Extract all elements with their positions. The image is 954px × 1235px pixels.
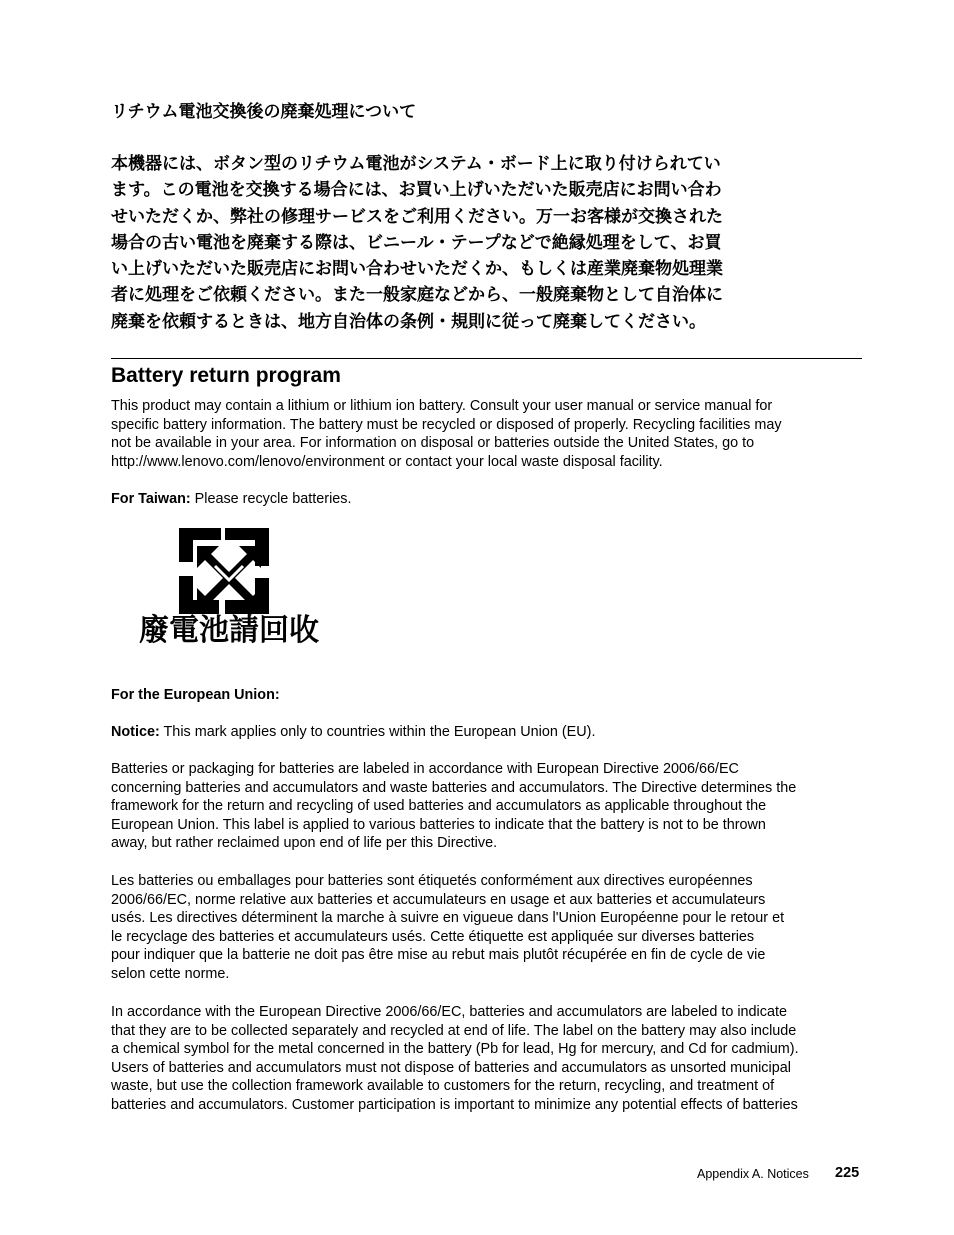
paragraph-line: In accordance with the European Directive 2006/66/EC, batteries and accumulators are labeled to indicate xyxy=(111,1004,787,1020)
paragraph-line: Users of batteries and accumulators must not dispose of batteries and accumulators as unsorted municipal xyxy=(111,1059,791,1076)
paragraph-line: European Union. This label is applied to various batteries to indicate that the battery is not to be thrown xyxy=(111,816,766,833)
jp-body-line: 場合の古い電池を廃棄する際は、ビニール・テープなどで絶縁処理をして、お買 xyxy=(111,232,722,253)
taiwan-text: Please recycle batteries. xyxy=(190,491,352,507)
paragraph-line: a chemical symbol for the metal concerned in the battery (Pb for lead, Hg for mercury, and Cd for cadmium). xyxy=(111,1041,799,1058)
paragraph-line: This product may contain a lithium or lithium ion battery. Consult your user manual or service manual for xyxy=(111,398,773,414)
footer-section-label: Appendix A. Notices xyxy=(697,1167,809,1181)
page-number: 225 xyxy=(835,1165,860,1181)
section-title: Battery return program xyxy=(111,364,341,387)
eu-notice-text: This mark applies only to countries within the European Union (EU). xyxy=(159,724,596,740)
jp-body-line: 廃棄を依頼するときは、地方自治体の条例・規則に従って廃棄してください。 xyxy=(111,311,706,332)
paragraph-line: http://www.lenovo.com/lenovo/environment or contact your local waste disposal facility. xyxy=(111,453,663,470)
taiwan-paragraph xyxy=(111,490,863,509)
jp-heading: リチウム電池交換後の廃棄処理について xyxy=(111,102,417,122)
paragraph-line: Batteries or packaging for batteries are labeled in accordance with European Directive 2006/66/EC xyxy=(111,761,739,777)
paragraph-line: concerning batteries and accumulators and waste batteries and accumulators. The Directive determines the xyxy=(111,779,797,796)
paragraph-line: Les batteries ou emballages pour batteries sont étiquetés conformément aux directives européennes xyxy=(111,873,753,889)
eu-paragraph-3 xyxy=(111,1003,863,1115)
taiwan-label: For Taiwan: xyxy=(111,491,191,507)
paragraph-line: that they are to be collected separately and recycled at end of life. The label on the battery may also include xyxy=(111,1022,797,1039)
paragraph-line: specific battery information. The battery must be recycled or disposed of properly. Recycling facilities may xyxy=(111,416,782,433)
paragraph-line: usés. Les directives déterminent la marche à suivre en vigueue dans l'Union Européenne pour le retour et xyxy=(111,910,785,927)
eu-heading-text: For the European Union: xyxy=(111,687,280,703)
paragraph-line: le recyclage des batteries et accumulateurs usés. Cette étiquette est appliquée sur diverses batteries xyxy=(111,928,755,945)
eu-paragraph-2 xyxy=(111,872,863,984)
eu-notice xyxy=(111,723,863,742)
intro-paragraph xyxy=(111,397,863,471)
jp-body-line: 本機器には、ボタン型のリチウム電池がシステム・ボード上に取り付けられてい xyxy=(111,154,721,174)
jp-body-line: い上げいただいた販売店にお問い合わせいただくか、もしくは産業廃棄物処理業 xyxy=(111,259,723,280)
jp-body-line: せいただくか、弊社の修理サービスをご利用ください。万一お客様が交換された xyxy=(111,206,723,227)
paragraph-line: 2006/66/EC, norme relative aux batteries et accumulateurs en usage et aux batteries et accumulateurs xyxy=(111,891,766,908)
eu-heading xyxy=(111,686,863,705)
eu-paragraph-1 xyxy=(111,760,863,853)
taiwan-recycle-logo xyxy=(119,522,339,648)
paragraph-line: pour indiquer que la batterie ne doit pas être mise au rebut mais plutôt récupérée en fin de cycle de vie xyxy=(111,947,766,964)
paragraph-line: framework for the return and recycling of used batteries and accumulators as applicable throughout the xyxy=(111,798,767,815)
paragraph-line: batteries and accumulators. Customer participation is important to minimize any potential effects of batteries xyxy=(111,1096,798,1113)
jp-body-line: 者に処理をご依頼ください。また一般家庭などから、一般廃棄物として自治体に xyxy=(111,285,723,306)
paragraph-line: waste, but use the collection framework available to customers for the return, recycling, and treatment of xyxy=(111,1078,775,1095)
taiwan-logo-text: 廢電池請回收 xyxy=(139,613,319,648)
paragraph-line: not be available in your area. For information on disposal or batteries outside the United States, go to xyxy=(111,435,755,452)
paragraph-line: away, but rather reclaimed upon end of life per this Directive. xyxy=(111,835,498,852)
section-divider xyxy=(111,358,862,359)
jp-body xyxy=(111,151,863,335)
document-page xyxy=(111,0,863,1235)
jp-body-line: ます。この電池を交換する場合には、お買い上げいただいた販売店にお問い合わ xyxy=(111,180,722,201)
paragraph-line: selon cette norme. xyxy=(111,965,230,982)
eu-notice-label: Notice: xyxy=(111,724,160,740)
